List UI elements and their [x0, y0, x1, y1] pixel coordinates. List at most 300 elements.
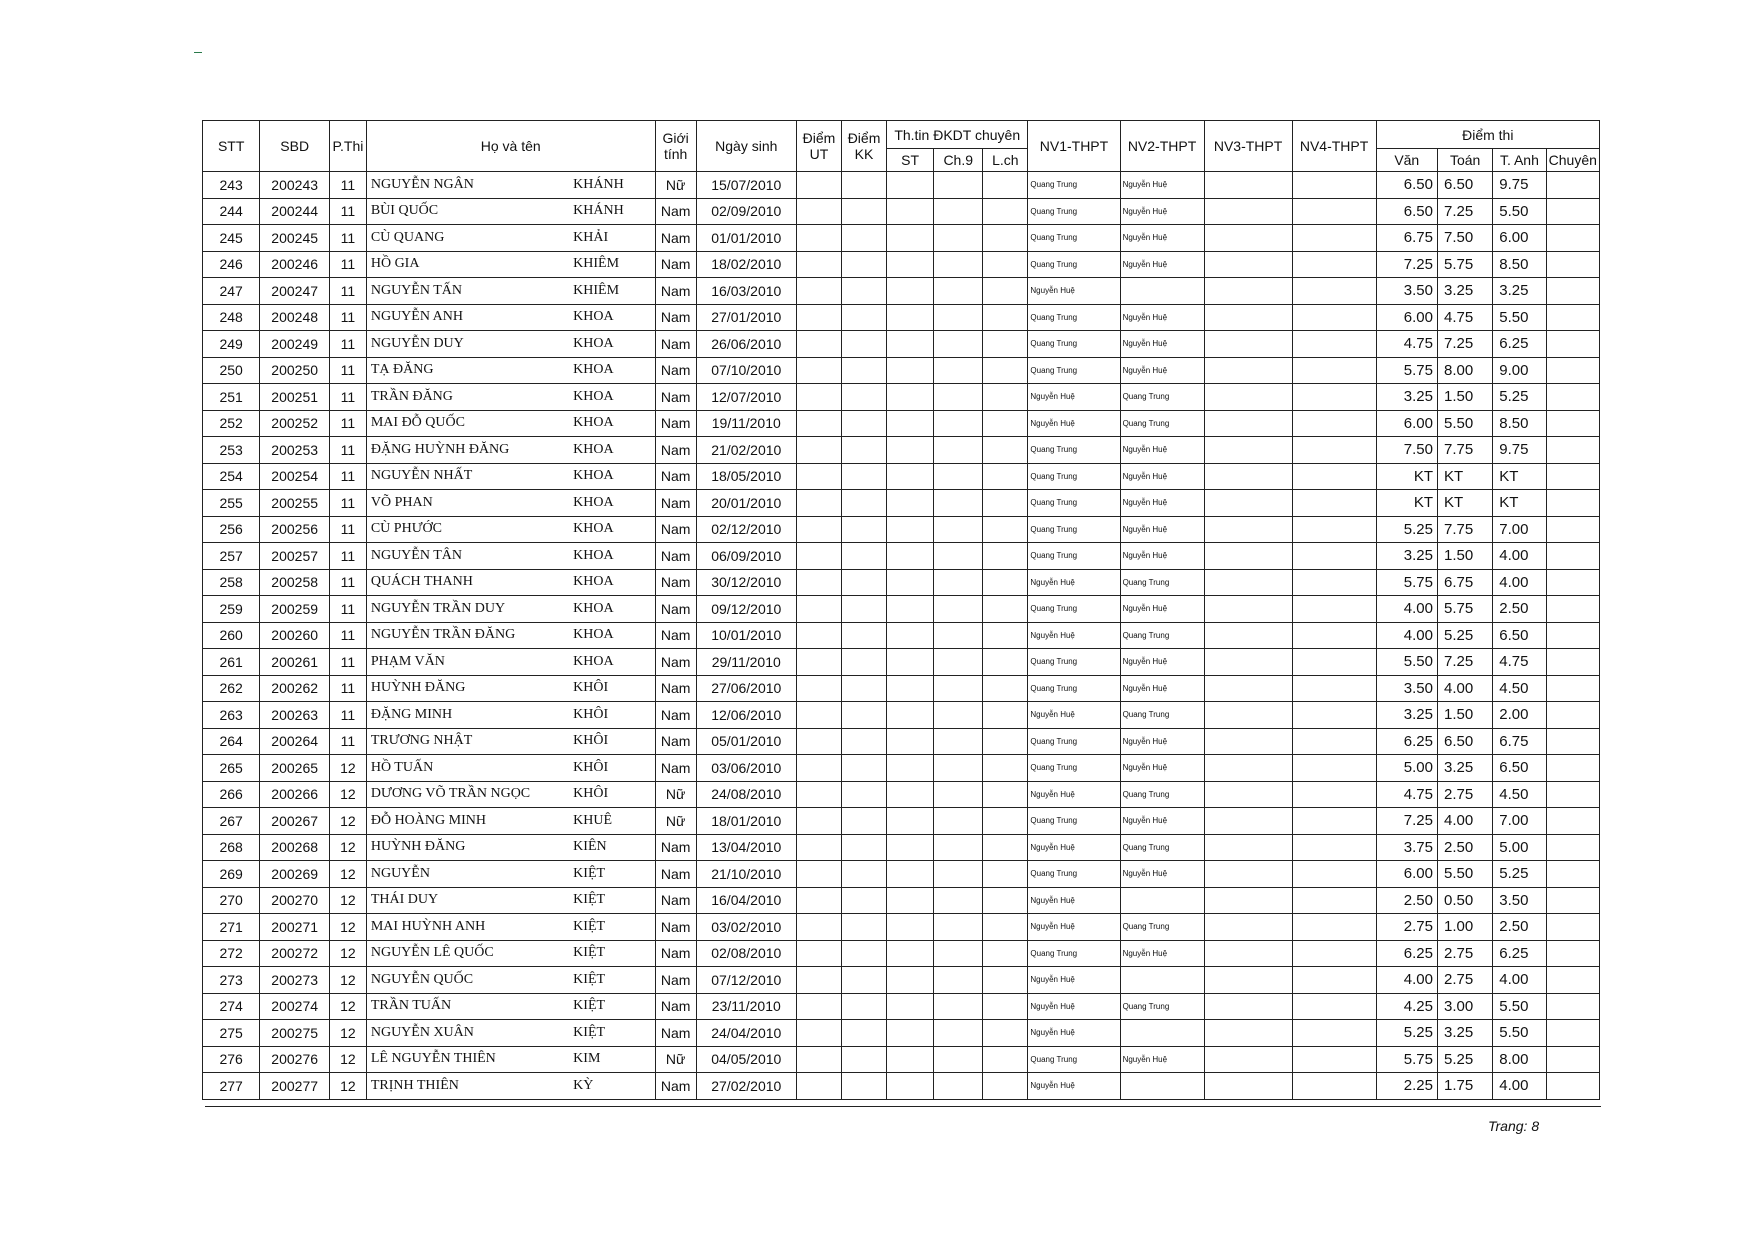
- nv4-cell: [1292, 490, 1376, 517]
- chuyen-score-cell: [1546, 490, 1599, 517]
- score-table: [202, 120, 1600, 1100]
- diem-ut-cell: [796, 410, 841, 437]
- given-name-cell: KIỆT: [571, 861, 655, 888]
- diem-kk-cell: [842, 622, 887, 649]
- st-cell: [887, 914, 934, 941]
- st-cell: [887, 755, 934, 782]
- stt-cell: 271: [203, 914, 260, 941]
- chuyen-score-cell: [1546, 172, 1599, 199]
- surname-cell: HUỲNH ĐĂNG: [366, 675, 571, 702]
- tanh-score-cell: 8.50: [1493, 410, 1546, 437]
- lch-cell: [983, 357, 1028, 384]
- lch-cell: [983, 225, 1028, 252]
- nv2-cell: [1120, 967, 1204, 994]
- given-name-cell: KHOA: [571, 410, 655, 437]
- stt-cell: 245: [203, 225, 260, 252]
- st-cell: [887, 410, 934, 437]
- pthi-cell: 11: [329, 304, 366, 331]
- stt-cell: 263: [203, 702, 260, 729]
- given-name-cell: KHÁNH: [571, 198, 655, 225]
- pthi-cell: 12: [329, 993, 366, 1020]
- nv3-cell: [1204, 967, 1292, 994]
- table-row: [203, 728, 1600, 755]
- st-cell: [887, 1046, 934, 1073]
- header-pthi: P.Thi: [329, 121, 366, 172]
- given-name-cell: KIỆT: [571, 993, 655, 1020]
- chuyen-score-cell: [1546, 384, 1599, 411]
- tanh-score-cell: 2.50: [1493, 596, 1546, 623]
- header-tanh: T. Anh: [1493, 149, 1546, 172]
- gender-cell: Nữ: [655, 172, 696, 199]
- birthdate-cell: 27/06/2010: [696, 675, 796, 702]
- birthdate-cell: 01/01/2010: [696, 225, 796, 252]
- given-name-cell: KIỆT: [571, 887, 655, 914]
- table-row: [203, 357, 1600, 384]
- birthdate-cell: 09/12/2010: [696, 596, 796, 623]
- stt-cell: 255: [203, 490, 260, 517]
- lch-cell: [983, 781, 1028, 808]
- birthdate-cell: 12/07/2010: [696, 384, 796, 411]
- lch-cell: [983, 755, 1028, 782]
- sbd-cell: 200269: [260, 861, 330, 888]
- pthi-cell: 12: [329, 861, 366, 888]
- van-score-cell: 4.75: [1376, 781, 1437, 808]
- ch9-cell: [934, 1020, 983, 1047]
- given-name-cell: KHOA: [571, 463, 655, 490]
- lch-cell: [983, 675, 1028, 702]
- birthdate-cell: 15/07/2010: [696, 172, 796, 199]
- pthi-cell: 11: [329, 543, 366, 570]
- chuyen-score-cell: [1546, 251, 1599, 278]
- header-lch: L.ch: [983, 149, 1028, 172]
- nv2-cell: Nguyễn Huệ: [1120, 728, 1204, 755]
- nv1-cell: Quang Trung: [1028, 490, 1120, 517]
- gender-cell: Nam: [655, 914, 696, 941]
- toan-score-cell: 0.50: [1438, 887, 1493, 914]
- tanh-score-cell: 7.00: [1493, 516, 1546, 543]
- nv1-cell: Quang Trung: [1028, 755, 1120, 782]
- chuyen-score-cell: [1546, 675, 1599, 702]
- chuyen-score-cell: [1546, 622, 1599, 649]
- pthi-cell: 11: [329, 384, 366, 411]
- nv4-cell: [1292, 278, 1376, 305]
- birthdate-cell: 21/10/2010: [696, 861, 796, 888]
- table-row: [203, 781, 1600, 808]
- toan-score-cell: 5.50: [1438, 410, 1493, 437]
- toan-score-cell: 3.00: [1438, 993, 1493, 1020]
- toan-score-cell: 3.25: [1438, 1020, 1493, 1047]
- surname-cell: BÙI QUỐC: [366, 198, 571, 225]
- st-cell: [887, 1073, 934, 1100]
- van-score-cell: 6.00: [1376, 861, 1437, 888]
- pthi-cell: 11: [329, 490, 366, 517]
- diem-ut-cell: [796, 463, 841, 490]
- chuyen-score-cell: [1546, 543, 1599, 570]
- nv3-cell: [1204, 463, 1292, 490]
- surname-cell: TRƯƠNG NHẬT: [366, 728, 571, 755]
- nv1-cell: Quang Trung: [1028, 304, 1120, 331]
- nv2-cell: Nguyễn Huệ: [1120, 490, 1204, 517]
- stt-cell: 269: [203, 861, 260, 888]
- lch-cell: [983, 834, 1028, 861]
- surname-cell: VÕ PHAN: [366, 490, 571, 517]
- nv2-cell: Quang Trung: [1120, 781, 1204, 808]
- surname-cell: NGUYỄN TRẦN ĐĂNG: [366, 622, 571, 649]
- st-cell: [887, 940, 934, 967]
- birthdate-cell: 18/02/2010: [696, 251, 796, 278]
- lch-cell: [983, 463, 1028, 490]
- ch9-cell: [934, 410, 983, 437]
- given-name-cell: KHOA: [571, 357, 655, 384]
- diem-kk-cell: [842, 649, 887, 676]
- birthdate-cell: 26/06/2010: [696, 331, 796, 358]
- surname-cell: NGUYỄN QUỐC: [366, 967, 571, 994]
- header-nv2: NV2-THPT: [1120, 121, 1204, 172]
- tanh-score-cell: 9.00: [1493, 357, 1546, 384]
- ch9-cell: [934, 543, 983, 570]
- toan-score-cell: 6.50: [1438, 728, 1493, 755]
- nv3-cell: [1204, 1046, 1292, 1073]
- diem-kk-cell: [842, 543, 887, 570]
- lch-cell: [983, 967, 1028, 994]
- sbd-cell: 200263: [260, 702, 330, 729]
- surname-cell: NGUYỄN ANH: [366, 304, 571, 331]
- lch-cell: [983, 384, 1028, 411]
- surname-cell: LÊ NGUYỄN THIÊN: [366, 1046, 571, 1073]
- nv3-cell: [1204, 198, 1292, 225]
- sbd-cell: 200247: [260, 278, 330, 305]
- sbd-cell: 200264: [260, 728, 330, 755]
- nv2-cell: Quang Trung: [1120, 914, 1204, 941]
- nv1-cell: Nguyễn Huệ: [1028, 1073, 1120, 1100]
- nv1-cell: Nguyễn Huệ: [1028, 914, 1120, 941]
- surname-cell: ĐẶNG HUỲNH ĐĂNG: [366, 437, 571, 464]
- chuyen-score-cell: [1546, 1073, 1599, 1100]
- st-cell: [887, 1020, 934, 1047]
- nv1-cell: Quang Trung: [1028, 543, 1120, 570]
- diem-kk-cell: [842, 675, 887, 702]
- given-name-cell: KHOA: [571, 649, 655, 676]
- diem-kk-cell: [842, 437, 887, 464]
- gender-cell: Nam: [655, 940, 696, 967]
- stt-cell: 268: [203, 834, 260, 861]
- birthdate-cell: 02/12/2010: [696, 516, 796, 543]
- birthdate-cell: 07/12/2010: [696, 967, 796, 994]
- stt-cell: 258: [203, 569, 260, 596]
- st-cell: [887, 861, 934, 888]
- gender-cell: Nam: [655, 1020, 696, 1047]
- tanh-score-cell: KT: [1493, 490, 1546, 517]
- tanh-score-cell: 3.25: [1493, 278, 1546, 305]
- st-cell: [887, 622, 934, 649]
- given-name-cell: KỲ: [571, 1073, 655, 1100]
- nv3-cell: [1204, 702, 1292, 729]
- header-nv4: NV4-THPT: [1292, 121, 1376, 172]
- gender-cell: Nữ: [655, 1046, 696, 1073]
- st-cell: [887, 304, 934, 331]
- tanh-score-cell: 5.25: [1493, 384, 1546, 411]
- table-row: [203, 914, 1600, 941]
- birthdate-cell: 16/04/2010: [696, 887, 796, 914]
- ch9-cell: [934, 1046, 983, 1073]
- surname-cell: CÙ QUANG: [366, 225, 571, 252]
- diem-kk-cell: [842, 490, 887, 517]
- nv4-cell: [1292, 1046, 1376, 1073]
- toan-score-cell: 7.25: [1438, 198, 1493, 225]
- chuyen-score-cell: [1546, 834, 1599, 861]
- gender-cell: Nam: [655, 622, 696, 649]
- ch9-cell: [934, 993, 983, 1020]
- van-score-cell: 5.25: [1376, 1020, 1437, 1047]
- given-name-cell: KHÁNH: [571, 172, 655, 199]
- pthi-cell: 11: [329, 516, 366, 543]
- nv3-cell: [1204, 490, 1292, 517]
- sbd-cell: 200249: [260, 331, 330, 358]
- header-nv1: NV1-THPT: [1028, 121, 1120, 172]
- stt-cell: 246: [203, 251, 260, 278]
- tanh-score-cell: 8.00: [1493, 1046, 1546, 1073]
- surname-cell: TRẦN ĐĂNG: [366, 384, 571, 411]
- gender-cell: Nam: [655, 410, 696, 437]
- nv2-cell: Quang Trung: [1120, 622, 1204, 649]
- nv1-cell: Quang Trung: [1028, 675, 1120, 702]
- lch-cell: [983, 1073, 1028, 1100]
- stt-cell: 260: [203, 622, 260, 649]
- birthdate-cell: 03/02/2010: [696, 914, 796, 941]
- birthdate-cell: 02/09/2010: [696, 198, 796, 225]
- diem-kk-cell: [842, 384, 887, 411]
- st-cell: [887, 543, 934, 570]
- st-cell: [887, 437, 934, 464]
- diem-ut-cell: [796, 357, 841, 384]
- sbd-cell: 200268: [260, 834, 330, 861]
- given-name-cell: KHOA: [571, 384, 655, 411]
- sbd-cell: 200250: [260, 357, 330, 384]
- toan-score-cell: 3.25: [1438, 755, 1493, 782]
- birthdate-cell: 10/01/2010: [696, 622, 796, 649]
- diem-ut-cell: [796, 675, 841, 702]
- diem-kk-cell: [842, 357, 887, 384]
- van-score-cell: 7.50: [1376, 437, 1437, 464]
- toan-score-cell: 6.50: [1438, 172, 1493, 199]
- birthdate-cell: 18/01/2010: [696, 808, 796, 835]
- stt-cell: 250: [203, 357, 260, 384]
- chuyen-score-cell: [1546, 410, 1599, 437]
- nv1-cell: Quang Trung: [1028, 596, 1120, 623]
- nv4-cell: [1292, 781, 1376, 808]
- toan-score-cell: 5.50: [1438, 861, 1493, 888]
- st-cell: [887, 516, 934, 543]
- st-cell: [887, 225, 934, 252]
- nv4-cell: [1292, 834, 1376, 861]
- table-row: [203, 808, 1600, 835]
- stt-cell: 257: [203, 543, 260, 570]
- gender-cell: Nam: [655, 569, 696, 596]
- chuyen-score-cell: [1546, 728, 1599, 755]
- lch-cell: [983, 702, 1028, 729]
- nv1-cell: Quang Trung: [1028, 357, 1120, 384]
- given-name-cell: KHÔI: [571, 781, 655, 808]
- stt-cell: 267: [203, 808, 260, 835]
- nv4-cell: [1292, 569, 1376, 596]
- ch9-cell: [934, 596, 983, 623]
- st-cell: [887, 198, 934, 225]
- nv2-cell: Nguyễn Huệ: [1120, 225, 1204, 252]
- birthdate-cell: 13/04/2010: [696, 834, 796, 861]
- chuyen-score-cell: [1546, 887, 1599, 914]
- surname-cell: TẠ ĐĂNG: [366, 357, 571, 384]
- table-row: [203, 967, 1600, 994]
- nv4-cell: [1292, 728, 1376, 755]
- nv2-cell: [1120, 278, 1204, 305]
- st-cell: [887, 702, 934, 729]
- lch-cell: [983, 331, 1028, 358]
- diem-ut-cell: [796, 278, 841, 305]
- diem-ut-cell: [796, 993, 841, 1020]
- header-ch9: Ch.9: [934, 149, 983, 172]
- nv1-cell: Quang Trung: [1028, 172, 1120, 199]
- tanh-score-cell: 9.75: [1493, 172, 1546, 199]
- lch-cell: [983, 993, 1028, 1020]
- van-score-cell: 6.00: [1376, 410, 1437, 437]
- van-score-cell: 3.75: [1376, 834, 1437, 861]
- ch9-cell: [934, 675, 983, 702]
- gender-cell: Nam: [655, 649, 696, 676]
- surname-cell: MAI HUỲNH ANH: [366, 914, 571, 941]
- table-row: [203, 596, 1600, 623]
- gender-cell: Nam: [655, 331, 696, 358]
- nv2-cell: Nguyễn Huệ: [1120, 543, 1204, 570]
- ch9-cell: [934, 225, 983, 252]
- van-score-cell: 6.00: [1376, 304, 1437, 331]
- diem-ut-cell: [796, 596, 841, 623]
- birthdate-cell: 24/08/2010: [696, 781, 796, 808]
- lch-cell: [983, 437, 1028, 464]
- pthi-cell: 11: [329, 437, 366, 464]
- birthdate-cell: 24/04/2010: [696, 1020, 796, 1047]
- given-name-cell: KHOA: [571, 543, 655, 570]
- gender-cell: Nữ: [655, 808, 696, 835]
- diem-ut-cell: [796, 1073, 841, 1100]
- pthi-cell: 12: [329, 1073, 366, 1100]
- chuyen-score-cell: [1546, 861, 1599, 888]
- gender-cell: Nam: [655, 251, 696, 278]
- chuyen-score-cell: [1546, 781, 1599, 808]
- given-name-cell: KHOA: [571, 331, 655, 358]
- gender-cell: Nam: [655, 834, 696, 861]
- diem-ut-cell: [796, 569, 841, 596]
- tanh-score-cell: 5.50: [1493, 1020, 1546, 1047]
- nv2-cell: Nguyễn Huệ: [1120, 198, 1204, 225]
- toan-score-cell: 8.00: [1438, 357, 1493, 384]
- gender-cell: Nam: [655, 993, 696, 1020]
- surname-cell: TRỊNH THIÊN: [366, 1073, 571, 1100]
- birthdate-cell: 12/06/2010: [696, 702, 796, 729]
- tanh-score-cell: 5.00: [1493, 834, 1546, 861]
- given-name-cell: KHẢI: [571, 225, 655, 252]
- ch9-cell: [934, 702, 983, 729]
- birthdate-cell: 30/12/2010: [696, 569, 796, 596]
- toan-score-cell: 4.75: [1438, 304, 1493, 331]
- table-row: [203, 993, 1600, 1020]
- diem-kk-cell: [842, 596, 887, 623]
- table-row: [203, 225, 1600, 252]
- nv3-cell: [1204, 384, 1292, 411]
- nv3-cell: [1204, 543, 1292, 570]
- tanh-score-cell: 6.00: [1493, 225, 1546, 252]
- van-score-cell: 6.25: [1376, 940, 1437, 967]
- toan-score-cell: KT: [1438, 490, 1493, 517]
- table-row: [203, 251, 1600, 278]
- van-score-cell: 3.50: [1376, 278, 1437, 305]
- sbd-cell: 200275: [260, 1020, 330, 1047]
- nv4-cell: [1292, 967, 1376, 994]
- van-score-cell: KT: [1376, 463, 1437, 490]
- toan-score-cell: 5.25: [1438, 622, 1493, 649]
- pthi-cell: 11: [329, 331, 366, 358]
- sbd-cell: 200262: [260, 675, 330, 702]
- tanh-score-cell: 2.00: [1493, 702, 1546, 729]
- lch-cell: [983, 649, 1028, 676]
- nv2-cell: Nguyễn Huệ: [1120, 596, 1204, 623]
- surname-cell: NGUYỄN XUÂN: [366, 1020, 571, 1047]
- van-score-cell: 5.50: [1376, 649, 1437, 676]
- table-row: [203, 1020, 1600, 1047]
- nv4-cell: [1292, 622, 1376, 649]
- nv4-cell: [1292, 755, 1376, 782]
- birthdate-cell: 06/09/2010: [696, 543, 796, 570]
- toan-score-cell: 1.50: [1438, 384, 1493, 411]
- nv4-cell: [1292, 993, 1376, 1020]
- table-row: [203, 410, 1600, 437]
- st-cell: [887, 808, 934, 835]
- lch-cell: [983, 490, 1028, 517]
- nv4-cell: [1292, 384, 1376, 411]
- stt-cell: 273: [203, 967, 260, 994]
- diem-kk-cell: [842, 1020, 887, 1047]
- van-score-cell: 5.75: [1376, 569, 1437, 596]
- given-name-cell: KHÔI: [571, 728, 655, 755]
- chuyen-score-cell: [1546, 304, 1599, 331]
- pthi-cell: 11: [329, 251, 366, 278]
- lch-cell: [983, 596, 1028, 623]
- nv1-cell: Nguyễn Huệ: [1028, 967, 1120, 994]
- pthi-cell: 12: [329, 781, 366, 808]
- nv3-cell: [1204, 278, 1292, 305]
- surname-cell: NGUYỄN: [366, 861, 571, 888]
- stt-cell: 248: [203, 304, 260, 331]
- van-score-cell: 3.25: [1376, 543, 1437, 570]
- diem-kk-cell: [842, 914, 887, 941]
- diem-kk-cell: [842, 781, 887, 808]
- stt-cell: 266: [203, 781, 260, 808]
- ch9-cell: [934, 808, 983, 835]
- ch9-cell: [934, 622, 983, 649]
- sbd-cell: 200271: [260, 914, 330, 941]
- nv3-cell: [1204, 808, 1292, 835]
- nv4-cell: [1292, 702, 1376, 729]
- diem-kk-cell: [842, 331, 887, 358]
- stt-cell: 253: [203, 437, 260, 464]
- toan-score-cell: 5.25: [1438, 1046, 1493, 1073]
- nv3-cell: [1204, 437, 1292, 464]
- gender-cell: Nam: [655, 861, 696, 888]
- ch9-cell: [934, 172, 983, 199]
- nv2-cell: Nguyễn Huệ: [1120, 940, 1204, 967]
- tanh-score-cell: 6.50: [1493, 755, 1546, 782]
- sbd-cell: 200253: [260, 437, 330, 464]
- van-score-cell: 4.25: [1376, 993, 1437, 1020]
